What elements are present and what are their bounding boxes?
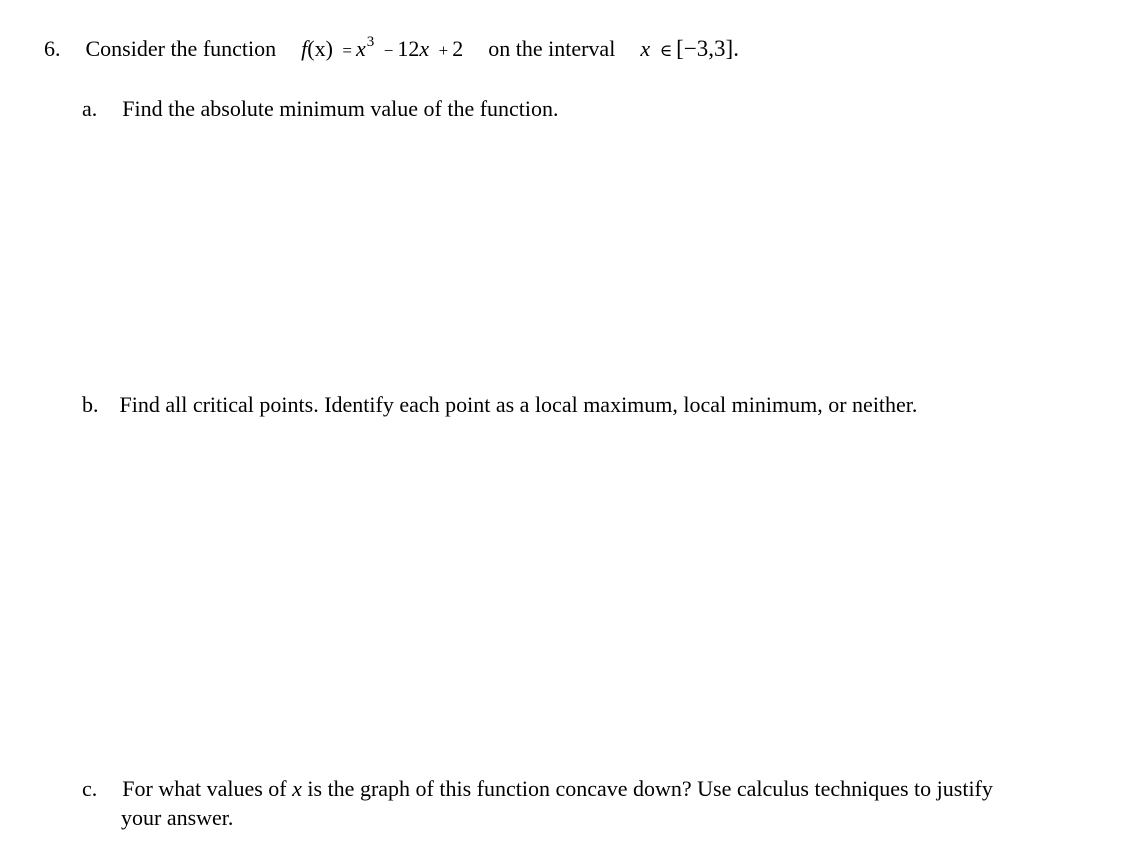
plus-sign: +	[438, 41, 449, 60]
part-c-variable: x	[292, 776, 302, 801]
function-name: f	[301, 36, 308, 61]
part-a-label: a.	[82, 96, 98, 121]
minus-sign: −	[383, 41, 394, 60]
part-a-text: Find the absolute minimum value of the function.	[122, 96, 559, 121]
interval-variable: x	[640, 36, 651, 61]
part-b	[82, 392, 917, 418]
part-c-text-before: For what values of	[122, 776, 287, 801]
problem-number: 6.	[44, 36, 61, 61]
constant-term: 2	[452, 36, 464, 61]
exponent: 3	[366, 34, 375, 50]
part-c-text-after: is the graph of this function concave down? Use calculus techniques to justify	[307, 776, 993, 801]
part-b-label: b.	[82, 392, 99, 417]
part-c	[82, 776, 993, 802]
element-of-symbol: ∈	[659, 41, 673, 60]
interval-value: [−3,3].	[676, 36, 739, 61]
problem-intro: Consider the function	[85, 36, 277, 61]
function-argument: (x)	[307, 36, 333, 61]
linear-term: 12x	[397, 36, 430, 61]
part-a	[82, 96, 559, 122]
cubic-variable: x	[356, 36, 366, 61]
equals-sign: =	[342, 41, 353, 60]
part-b-text: Find all critical points. Identify each point as a local maximum, local minimum, or neither.	[119, 392, 918, 417]
part-c-label: c.	[82, 776, 98, 801]
part-c-text-line2: your answer.	[121, 805, 234, 830]
problem-statement	[44, 36, 739, 65]
interval-text: on the interval	[488, 36, 616, 61]
part-c-continuation	[121, 805, 233, 831]
